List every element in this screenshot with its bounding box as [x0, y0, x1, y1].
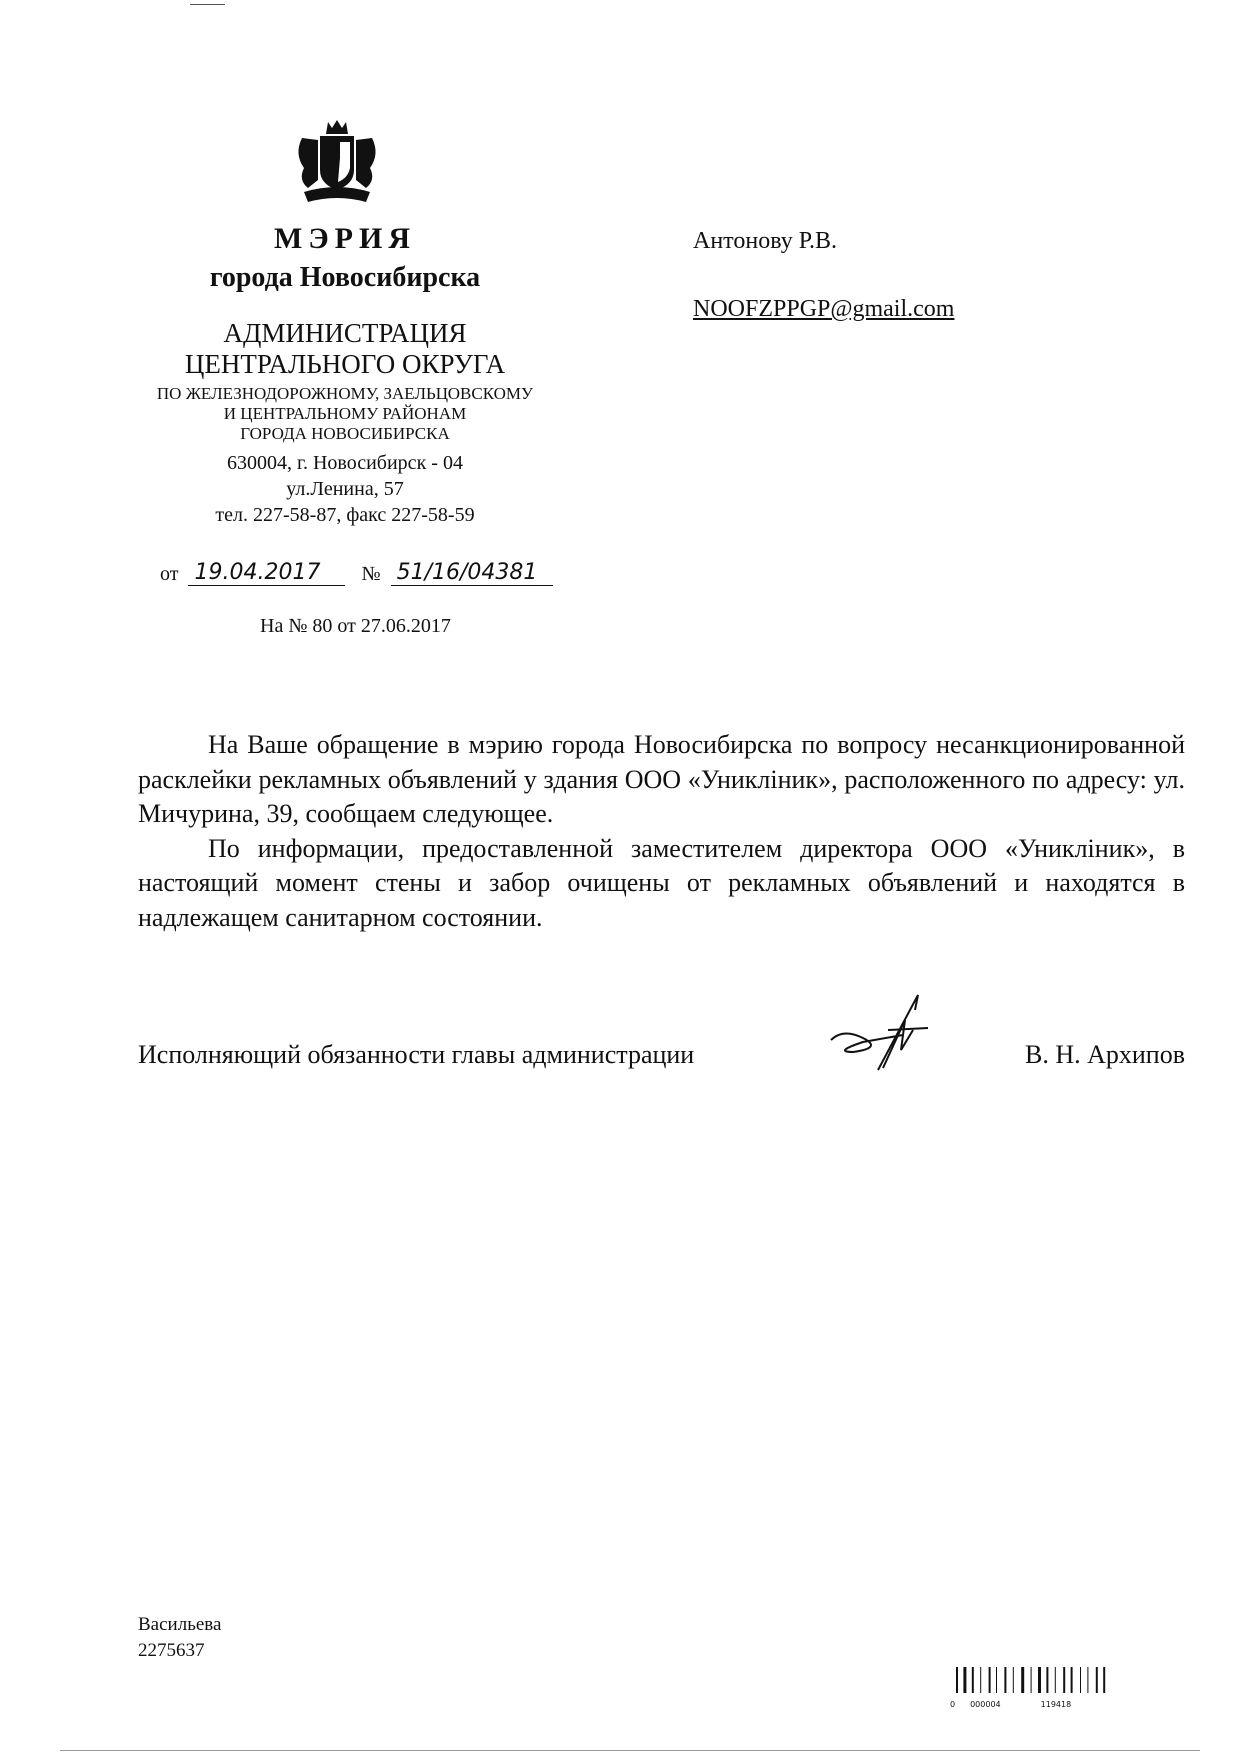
barcode-group: 119418: [1040, 1700, 1072, 1709]
barcode-bar: [1087, 1667, 1088, 1693]
barcode-bar: [1013, 1667, 1014, 1693]
address-line: тел. 227-58-87, факс 227-58-59: [215, 504, 475, 526]
document-barcode: [950, 1665, 1135, 1709]
barcode-bar: [1103, 1667, 1105, 1693]
address-line: ул.Ленина, 57: [286, 478, 404, 500]
barcode-digit: 0: [950, 1700, 956, 1709]
reply-reference: На № 80 от 27.06.2017: [260, 615, 451, 637]
barcode-number: [950, 1700, 1135, 1709]
district-line: ПО ЖЕЛЕЗНОДОРОЖНОМУ, ЗАЕЛЬЦОВСКОМУ: [156, 384, 534, 403]
signer-name: В. Н. Архипов: [1025, 1040, 1185, 1069]
barcode-bar: [1046, 1667, 1048, 1693]
barcode-bar: [1004, 1667, 1006, 1693]
barcode-bar: [1096, 1667, 1098, 1693]
body-paragraph: По информации, предоставленной заместителем директора ООО «Уникліник», в настоящий момент стены и забор очищены от рекламных объявлений и находятся в надлежащем санитарном состоянии.: [138, 833, 1185, 932]
registration-date: 19.04.2017: [188, 560, 345, 586]
number-label: №: [361, 563, 381, 585]
header-admin: [145, 318, 545, 380]
scan-artifact-line: [60, 1750, 1200, 1751]
barcode-bar: [989, 1667, 991, 1693]
barcode-group: 000004: [970, 1700, 1001, 1709]
scan-artifact-line: [190, 4, 225, 5]
barcode-bar: [1055, 1667, 1056, 1693]
address-line: 630004, г. Новосибирск - 04: [227, 452, 463, 474]
recipient-name: Антонову Р.В.: [693, 228, 838, 254]
barcode-bar: [956, 1667, 958, 1693]
barcode-bar: [972, 1667, 974, 1693]
header-address: [145, 450, 545, 528]
barcode-bar: [1080, 1667, 1081, 1693]
date-label: от: [160, 563, 179, 585]
barcode-bar: [1038, 1667, 1041, 1693]
barcode-bars: [950, 1665, 1135, 1695]
barcode-bar: [1031, 1667, 1032, 1693]
admin-line: АДМИНИСТРАЦИЯ: [223, 318, 467, 348]
signer-position: Исполняющий обязанности главы администрации: [138, 1040, 695, 1069]
header-city: города Новосибирска: [209, 262, 481, 293]
coat-of-arms-emblem: [292, 118, 382, 206]
executor-name: Васильева: [138, 1614, 222, 1635]
barcode-bar: [1063, 1667, 1065, 1693]
district-line: И ЦЕНТРАЛЬНОМУ РАЙОНАМ: [223, 404, 467, 423]
handwritten-signature: [823, 990, 933, 1080]
executor-info: [138, 1612, 221, 1664]
registration-line: [160, 560, 553, 586]
barcode-bar: [980, 1667, 981, 1693]
recipient-email[interactable]: NOOFZPPGP@gmail.com: [693, 296, 955, 322]
registration-number: 51/16/04381: [391, 560, 553, 586]
barcode-bar: [1021, 1667, 1024, 1693]
letter-body: [138, 728, 1185, 935]
barcode-bar: [996, 1667, 997, 1693]
admin-line: ЦЕНТРАЛЬНОГО ОКРУГА: [184, 349, 506, 379]
header-title: МЭРИЯ: [274, 222, 416, 255]
district-line: ГОРОДА НОВОСИБИРСКА: [240, 424, 450, 443]
barcode-bar: [1071, 1667, 1073, 1693]
barcode-bar: [963, 1667, 966, 1693]
executor-phone: 2275637: [138, 1640, 205, 1661]
header-districts: [145, 384, 545, 444]
body-paragraph: На Ваше обращение в мэрию города Новосибирска по вопросу несанкционированной расклейки рекламных объявлений у здания ООО «Уникліник», расположенного по адресу: ул. Мичурина, 39, сообщаем следующее.: [138, 730, 1185, 828]
